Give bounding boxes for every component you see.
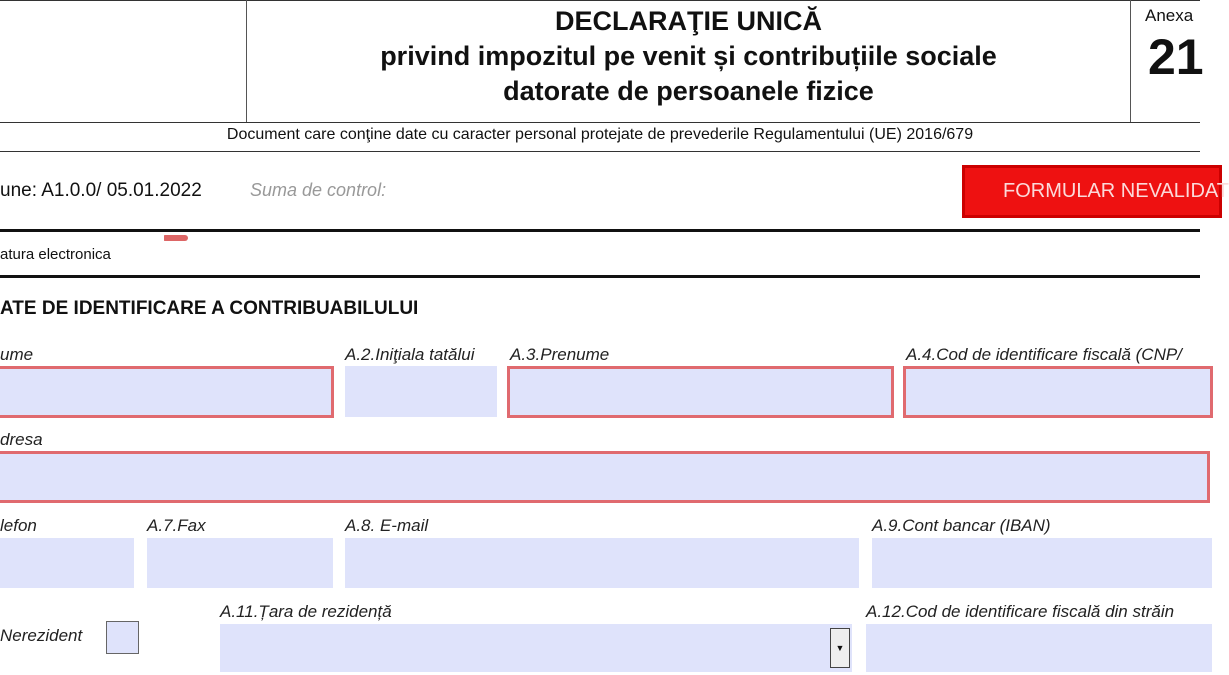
- signature-label: atura electronica: [0, 246, 111, 263]
- checksum-label: Suma de control:: [250, 180, 387, 200]
- country-select[interactable]: [220, 624, 852, 672]
- label-a9: A.9.Cont bancar (IBAN): [872, 516, 1051, 535]
- annex-label: Anexa: [1145, 6, 1194, 25]
- annex-number: 21: [1148, 29, 1204, 85]
- nonresident-checkbox[interactable]: [106, 621, 139, 654]
- cnp-input[interactable]: [903, 366, 1213, 418]
- signature-marker-icon[interactable]: [164, 235, 188, 241]
- first-name-input[interactable]: [507, 366, 894, 418]
- title-line-3: datorate de persoanele fizice: [503, 76, 874, 106]
- label-a5: dresa: [0, 430, 43, 449]
- chevron-down-icon[interactable]: ▼: [830, 628, 850, 668]
- section-title: ATE DE IDENTIFICARE A CONTRIBUABILULUI: [0, 298, 419, 319]
- foreign-tax-id-input[interactable]: [866, 624, 1212, 672]
- label-a3: A.3.Prenume: [510, 345, 610, 364]
- label-a7: A.7.Fax: [147, 516, 206, 535]
- iban-input[interactable]: [872, 538, 1212, 588]
- label-a10: Nerezident: [0, 626, 83, 645]
- phone-input[interactable]: [0, 538, 134, 588]
- label-a2: A.2.Iniţiala tatălui: [345, 345, 475, 364]
- label-a8: A.8. E-mail: [345, 516, 429, 535]
- title-line-1: DECLARAŢIE UNICĂ: [555, 6, 822, 36]
- name-input[interactable]: [0, 366, 334, 418]
- label-a6: lefon: [0, 516, 37, 535]
- label-a12: A.12.Cod de identificare fiscală din străin: [866, 602, 1175, 621]
- privacy-notice: Document care conţine date cu caracter personal protejate de prevederile Regulamentului (UE) 2016/679: [226, 126, 974, 143]
- label-a1: ume: [0, 345, 34, 364]
- father-initial-input[interactable]: [345, 366, 497, 417]
- label-a4: A.4.Cod de identificare fiscală (CNP/: [906, 345, 1182, 364]
- divider: [1130, 0, 1131, 122]
- form-title: [247, 4, 1130, 109]
- fax-input[interactable]: [147, 538, 333, 588]
- label-a11: A.11.Țara de rezidență: [220, 602, 392, 621]
- form-status-button[interactable]: FORMULAR NEVALIDAT: [962, 165, 1222, 218]
- address-input[interactable]: [0, 451, 1210, 503]
- title-line-2: privind impozitul pe venit și contribuțiile sociale: [380, 41, 997, 71]
- version-text: une: A1.0.0/ 05.01.2022: [0, 180, 202, 201]
- email-input[interactable]: [345, 538, 859, 588]
